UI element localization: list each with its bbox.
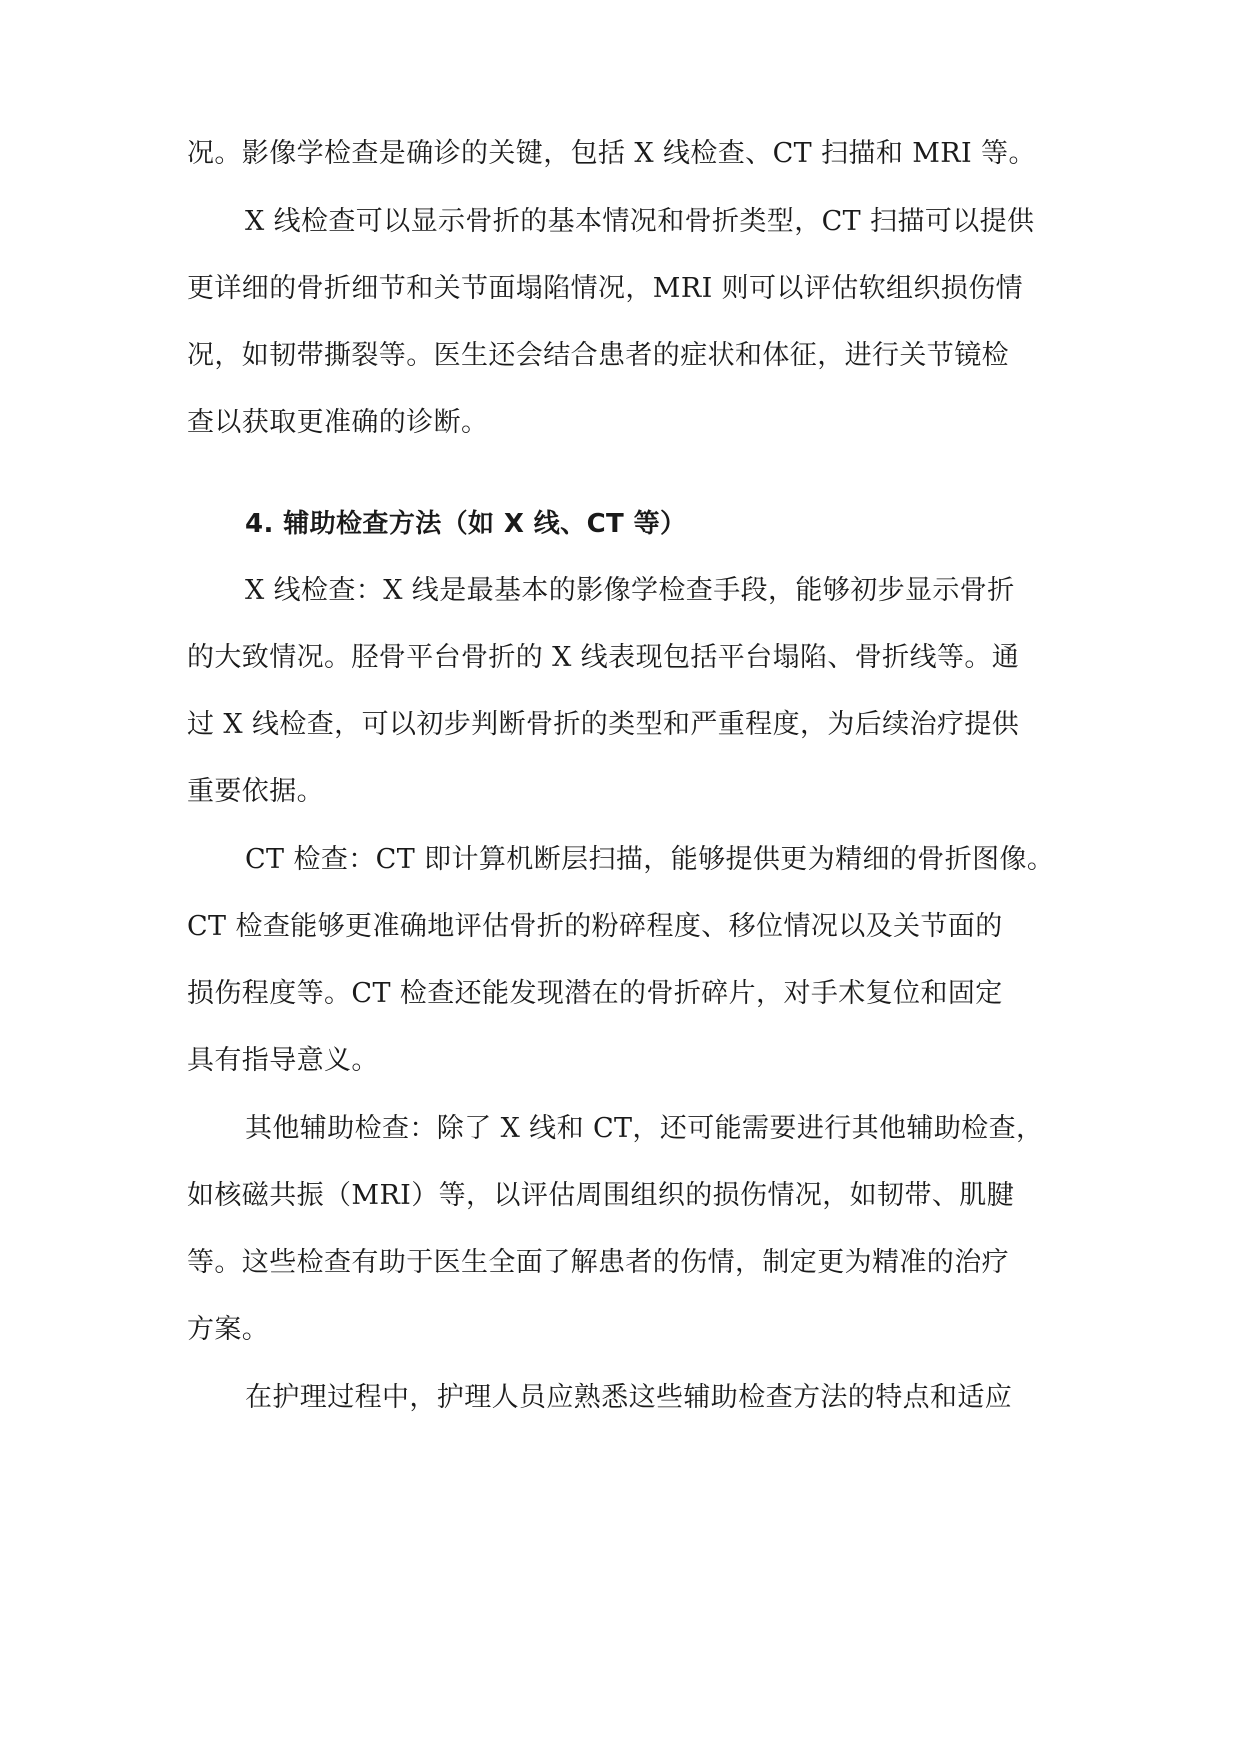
text-line: 过 X 线检查，可以初步判断骨折的类型和严重程度，为后续治疗提供: [187, 709, 1020, 740]
text-line: 在护理过程中，护理人员应熟悉这些辅助检查方法的特点和适应: [245, 1382, 1013, 1413]
section-heading: 4. 辅助检查方法（如 X 线、CT 等）: [245, 509, 687, 539]
text-line: X 线检查：X 线是最基本的影像学检查手段，能够初步显示骨折: [245, 575, 1015, 606]
text-line: 具有指导意义。: [187, 1045, 379, 1076]
text-line: 如核磁共振（MRI）等，以评估周围组织的损伤情况，如韧带、肌腱: [187, 1180, 1015, 1211]
text-line: CT 检查：CT 即计算机断层扫描，能够提供更为精细的骨折图像。: [245, 844, 1055, 875]
text-line: 重要依据。: [187, 776, 324, 807]
text-line: CT 检查能够更准确地评估骨折的粉碎程度、移位情况以及关节面的: [187, 911, 1003, 942]
text-line: 的大致情况。胫骨平台骨折的 X 线表现包括平台塌陷、骨折线等。通: [187, 642, 1020, 673]
text-line: 方案。: [187, 1314, 270, 1345]
text-line: 更详细的骨折细节和关节面塌陷情况，MRI 则可以评估软组织损伤情: [187, 273, 1024, 304]
text-line: 况。影像学检查是确诊的关键，包括 X 线检查、CT 扫描和 MRI 等。: [187, 138, 1036, 169]
text-line: 等。这些检查有助于医生全面了解患者的伤情，制定更为精准的治疗: [187, 1247, 1009, 1278]
text-line: 查以获取更准确的诊断。: [187, 407, 489, 438]
text-line: 损伤程度等。CT 检查还能发现潜在的骨折碎片，对手术复位和固定: [187, 978, 1003, 1009]
text-line: 其他辅助检查：除了 X 线和 CT，还可能需要进行其他辅助检查，: [245, 1113, 1044, 1144]
text-line: X 线检查可以显示骨折的基本情况和骨折类型，CT 扫描可以提供: [245, 206, 1035, 237]
text-line: 况，如韧带撕裂等。医生还会结合患者的症状和体征，进行关节镜检: [187, 340, 1009, 371]
